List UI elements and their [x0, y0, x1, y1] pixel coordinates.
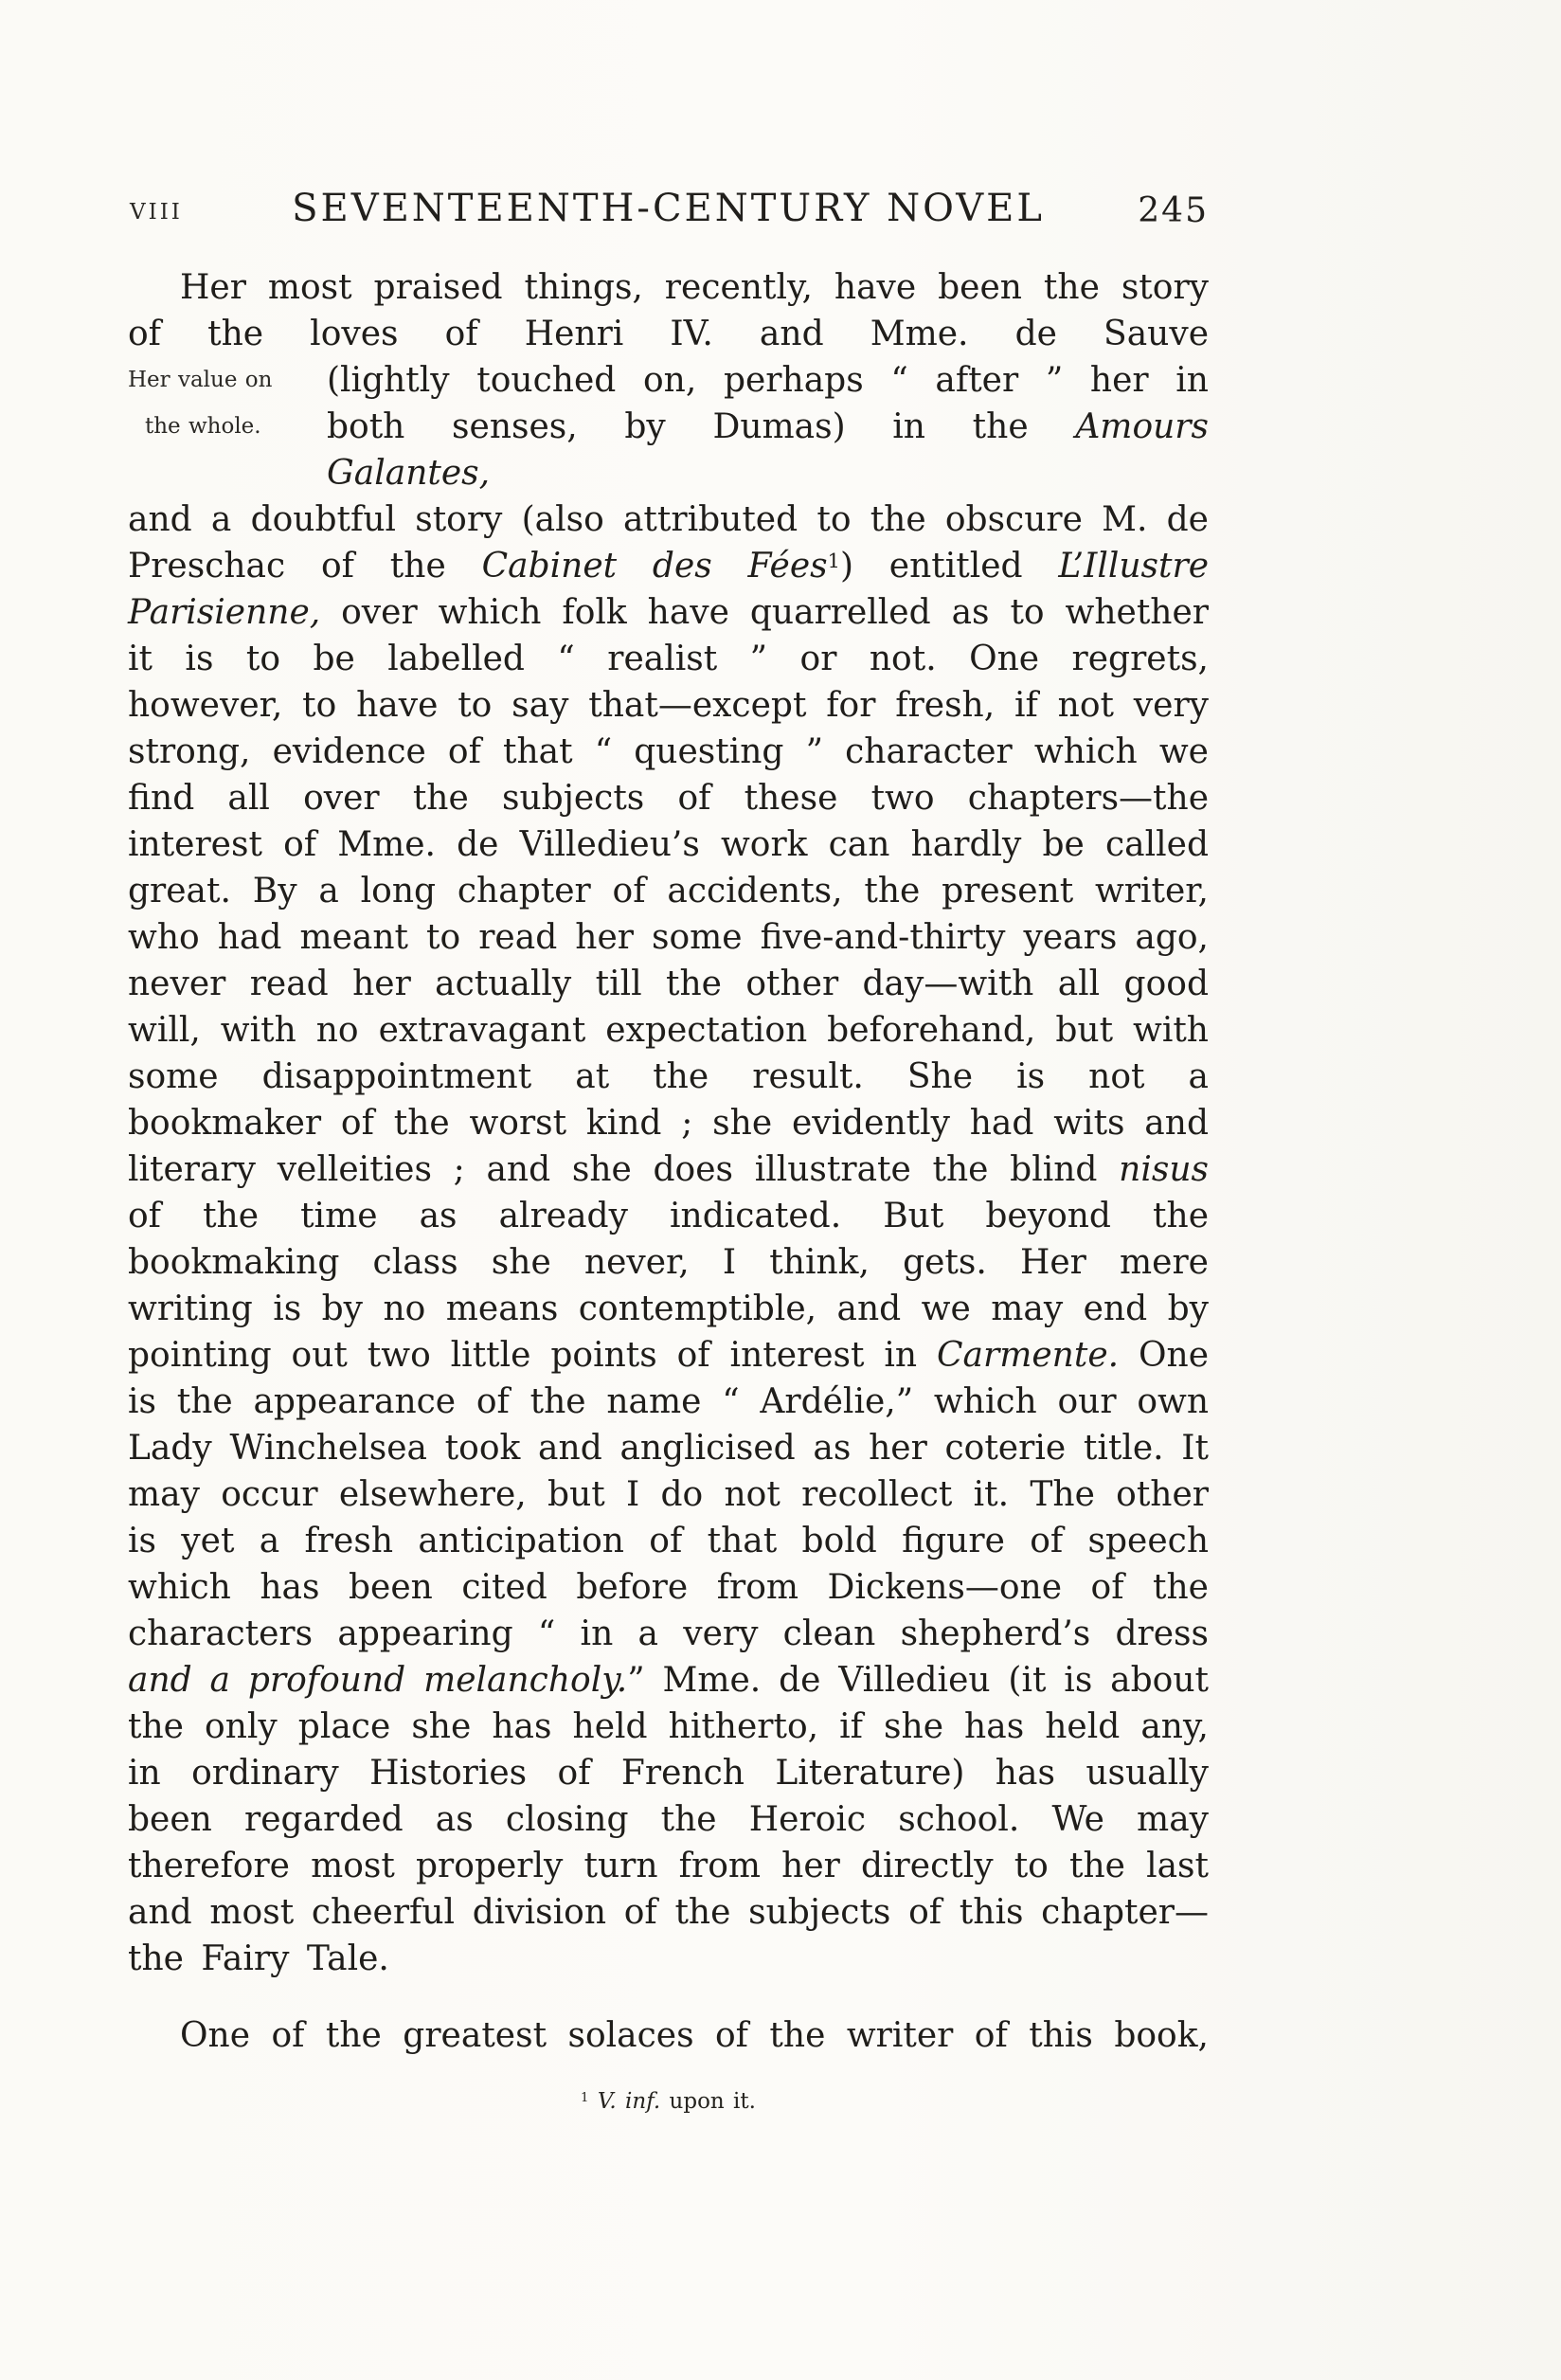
chapter-numeral: VIII — [130, 200, 183, 225]
sidenote-row — [128, 357, 1209, 496]
margin-note — [128, 357, 327, 496]
paragraph-main-beside-note: (lightly touched on, perhaps “ after ” her in both senses, by Dumas) in the Amours Galantes, — [327, 361, 1209, 493]
margin-note-line-2: the whole. — [145, 414, 261, 439]
body-text — [128, 264, 1209, 2116]
margin-note-line-1: Her value on — [128, 368, 273, 392]
paragraph-main-continuation: and a doubtful story (also attributed to the obscure M. de Preschac of the Cabinet des Fées$^1$) entitled L’Illustre Parisienne, over which folk have quarrelled as to whether it is to be labelled “ realist ” or not. One regrets, however, to have to say that—except for fresh, if not very strong, evidence of that “ questing ” character which we find all over the subjects of these two chapters—the interest of Mme. de Villedieu’s work can hardly be called great. By a long chapter of accidents, the present writer, who had meant to read her some five-and-thirty years ago, never read her actually till the other day—with all good will, with no extravagant expectation beforehand, but with some disappointment at the result. She is not a bookmaker of the worst kind ; she evidently had wits and literary velleities ; and she does illustrate the blind nisus of the time as already indicated. But beyond the bookmaking class she never, I think, gets. Her mere writing is by no means contemptible, and we may end by pointing out two little points of interest in Carmente. One is the appearance of the name “ Ardélie,” which our own Lady Winchelsea took and anglicised as her coterie title. It may occur elsewhere, but I do not recollect it. The other is yet a fresh anticipation of that bold figure of speech which has been cited before from Dickens—one of the characters appearing “ in a very clean shepherd’s dress and a profound melancholy.” Mme. de Villedieu (it is about the only place she has held hitherto, if she has held any, in ordinary Histories of French Literature) has usually been regarded as closing the Heroic school. We may therefore most properly turn from her directly to the last and most cheerful division of the subjects of this chapter—the Fairy Tale. — [128, 500, 1210, 1978]
paragraph-main-opening: Her most praised things, recently, have been the story of the loves of Henri IV. and Mme. de Sauve — [128, 268, 1209, 353]
text-block — [128, 175, 1209, 2116]
paragraph-second: One of the greatest solaces of the writer of this book, — [180, 2016, 1209, 2055]
running-title: SEVENTEENTH-CENTURY NOVEL — [292, 187, 1045, 230]
footnote: $^1$ V. inf. upon it. — [581, 2089, 756, 2114]
running-head — [128, 175, 1209, 230]
paragraph-main — [128, 264, 1209, 1982]
page-number: 245 — [1138, 191, 1209, 230]
